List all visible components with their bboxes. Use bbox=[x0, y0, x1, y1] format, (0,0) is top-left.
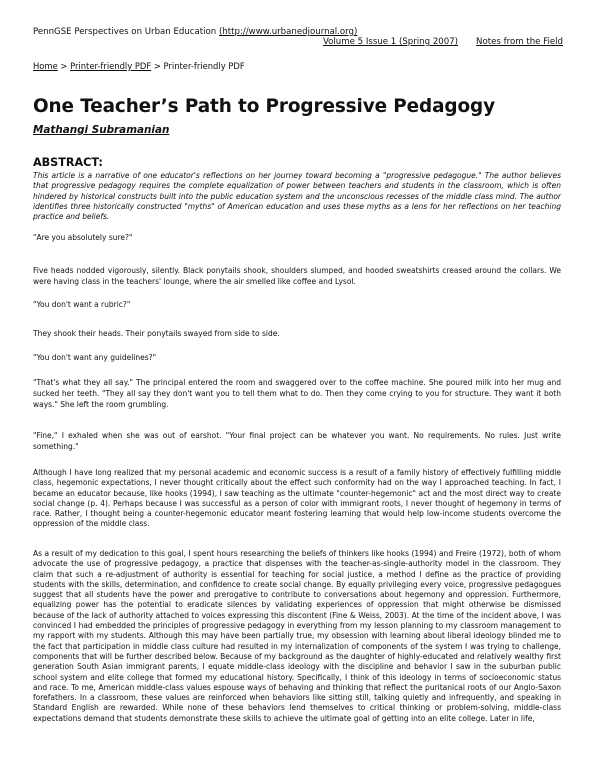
breadcrumb bbox=[33, 61, 245, 71]
issue-link[interactable]: Volume 5 Issue 1 (Spring 2007) bbox=[322, 37, 459, 47]
journal-line bbox=[33, 27, 357, 38]
abstract-heading: ABSTRACT: bbox=[33, 156, 103, 169]
body-paragraph: "Are you absolutely sure?" bbox=[33, 233, 133, 242]
breadcrumb-home-link[interactable]: Home bbox=[33, 61, 58, 71]
breadcrumb-separator: > bbox=[151, 61, 164, 71]
body-paragraph: "You don't want any guidelines?" bbox=[33, 353, 157, 362]
breadcrumb-current: Printer-friendly PDF bbox=[163, 61, 245, 71]
body-paragraph: Five heads nodded vigorously, silently. Black ponytails shook, shoulders slumped, and hooded sweatshirts creased around the collars. We were having class in the teachers' lounge, where the air smelled like coffee and Lysol. bbox=[33, 266, 561, 286]
journal-name: PennGSE Perspectives on Urban Education bbox=[33, 27, 217, 37]
body-paragraph: "Fine," I exhaled when she was out of earshot. "Your final project can be whatever you want. No requirements. No rules. Just write something." bbox=[33, 431, 561, 451]
breadcrumb-printer-link[interactable]: Printer-friendly PDF bbox=[70, 61, 152, 71]
abstract-text: This article is a narrative of one educator's reflections on her journey toward becoming a "progressive pedagogue." The author believes that progressive pedagogy requires the complete equalization of power between teachers and students in the classroom, which is often hindered by historical constructs built into the public education system and the unconscious recesses of the middle class mind. The author identifies three historically constructed "myths" of American education and uses these myths as a lens for her reflections on her teaching practice and beliefs. bbox=[33, 171, 561, 222]
body-paragraph: They shook their heads. Their ponytails swayed from side to side. bbox=[33, 329, 280, 338]
body-paragraph: As a result of my dedication to this goal, I spent hours researching the beliefs of thinkers like hooks (1994) and Freire (1972), both of whom advocate the use of progressive pedagogy, a practice that dispenses with the teacher-as-single-authority model in the classroom. They claim that such a re-adjustment of authority is essential for teaching for social justice, a method I define as the practice of providing students with the skills, determination, and confidence to create social change. By equally privileging every voice, progressive pedagogues suggest that all students have the power and prerogative to contribute to conversations about hegemony and oppression. Furthermore, equalizing power has the potential to eradicate silences by validating experiences of oppression that might otherwise be dismissed because of the lack of authority attached to voices expressing this discontent (Fine & Weiss, 2003). At the time of the incident above, I was convinced I had embedded the principles of progressive pedagogy in everything from my lesson planning to my classroom management to my rapport with my students. Although this may have been partially true, my obsession with learning about liberal ideology blinded me to the fact that participation in middle class culture had resulted in my internalization of components of the system I was trying to challenge, components that will be further described below. Because of my background as the daughter of highly-educated and relatively wealthy first generation South Asian immigrant parents, I equate middle-class ideology with the discipline and behavior I saw in the suburban public school system and elite college that formed my educational history. Specifically, I think of this ideology in terms of socioeconomic status and race. To me, American middle-class values espouse ways of behaving and thinking that reflect the puritanical roots of our Anglo-Saxon forefathers. In a classroom, these values are reinforced when behaviors like sitting still, talking quietly and infrequently, and speaking in Standard English are rewarded. While none of these behaviors lend themselves to critical thinking or problem-solving, middle-class expectations demand that students demonstrate these skills to achieve the ultimate goal of getting into an elite college. Later in life, bbox=[33, 549, 561, 723]
body-paragraph: "You don't want a rubric?" bbox=[33, 300, 131, 309]
body-paragraph: Although I have long realized that my personal academic and economic success is a result of a family history of effectively fulfilling middle class, hegemonic expectations, I never thought critically about the effect such conformity had on the way I approached teaching. In fact, I became an educator because, like hooks (1994), I saw teaching as the ultimate "counter-hegemonic" act and the most direct way to create social change (p. 4). Perhaps because I was successful as a person of color with immigrant roots, I never thought of hegemony in terms of race. Rather, I thought being a counter-hegemonic educator meant fostering learning that would help low-income students overcome the oppression of the middle class. bbox=[33, 468, 561, 529]
issue-line bbox=[323, 37, 563, 48]
breadcrumb-separator: > bbox=[57, 61, 71, 71]
section-link[interactable]: Notes from the Field bbox=[476, 37, 563, 47]
journal-url-link[interactable]: (http://www.urbanedjournal.org) bbox=[219, 27, 358, 37]
author-name: Mathangi Subramanian bbox=[33, 124, 170, 136]
article-title: One Teacher’s Path to Progressive Pedagogy bbox=[33, 96, 495, 117]
body-paragraph: "That's what they all say." The principal entered the room and swaggered over to the coffee machine. She poured milk into her mug and sucked her teeth. "They all say they don't want you to tell them what to do. Then they come crying to you for structure. They want it both ways." She left the room grumbling. bbox=[33, 378, 561, 409]
